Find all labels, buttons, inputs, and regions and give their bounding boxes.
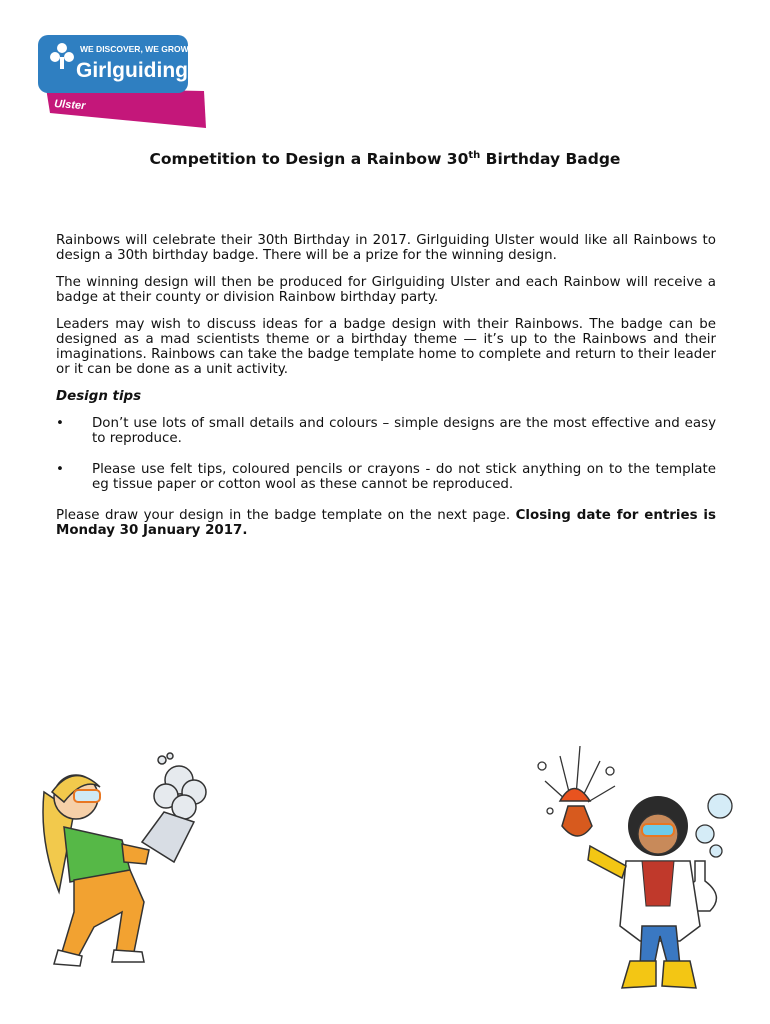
paragraph-prize: The winning design will then be produced for Girlguiding Ulster and each Rainbow will receive a badge at their county or division Rainbow birthday party. (56, 275, 716, 305)
closing-date: Closing date for entries is Monday 30 January 2017. (56, 508, 716, 538)
bullet-icon: • (56, 416, 64, 431)
bullet-icon: • (56, 462, 64, 477)
bubbles-icon (696, 794, 732, 857)
scientist-girl-illustration-left (34, 752, 209, 984)
list-item: • Don’t use lots of small details and colours – simple designs are the most effective and easy to reproduce. (56, 416, 716, 446)
logo-brand: Girlguiding (76, 59, 188, 82)
explosion-sparks-icon (538, 746, 615, 814)
design-tips-heading: Design tips (56, 389, 142, 404)
scientist-girl-illustration-right (530, 726, 740, 994)
document-body (56, 233, 716, 550)
logo-tagline: WE DISCOVER, WE GROW (80, 44, 189, 54)
smoke-cloud-icon (154, 753, 206, 819)
paragraph-leaders: Leaders may wish to discuss ideas for a badge design with their Rainbows. The badge can be designed as a mad scientists theme or a birthday theme — it’s up to the Rainbows and their imaginations. Rainbows can take the badge template home to complete and return to their leader or it can be done as a unit activity. (56, 317, 716, 377)
girlguiding-ulster-logo (36, 33, 208, 128)
paragraph-intro: Rainbows will celebrate their 30th Birthday in 2017. Girlguiding Ulster would like all Rainbows to design a 30th birthday badge. There will be a prize for the winning design. (56, 233, 716, 263)
list-item: • Please use felt tips, coloured pencils or crayons - do not stick anything on to the template eg tissue paper or cotton wool as these cannot be reproduced. (56, 462, 716, 492)
logo-region: Ulster (53, 98, 86, 113)
page-title: Competition to Design a Rainbow 30th Birthday Badge (149, 150, 621, 169)
paragraph-closing: Please draw your design in the badge template on the next page. Closing date for entries is Monday 30 January 2017. (56, 508, 716, 538)
